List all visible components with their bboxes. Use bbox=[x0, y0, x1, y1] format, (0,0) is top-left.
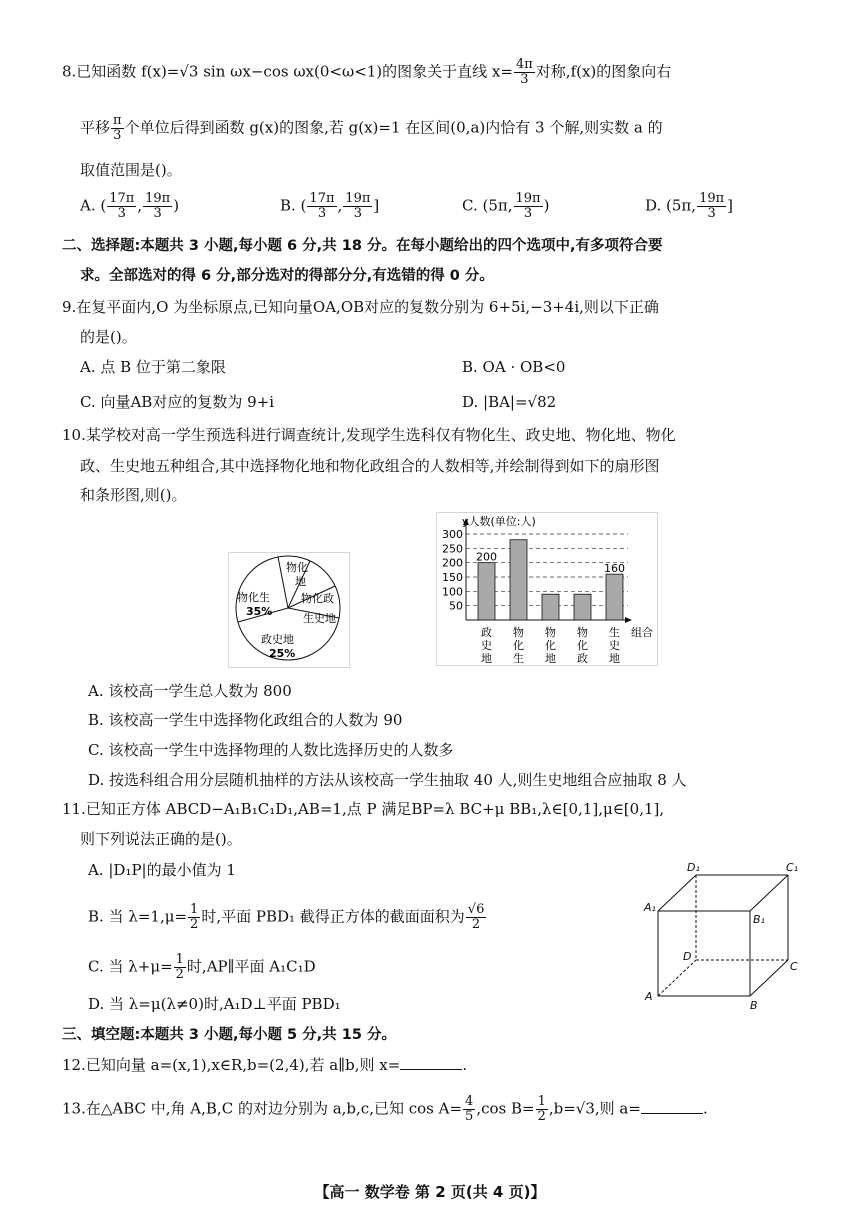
x-category-label: 物 bbox=[545, 626, 556, 639]
q9-option-b: B. OA · OB<0 bbox=[462, 358, 566, 376]
x-axis-label: 组合 bbox=[631, 626, 653, 639]
y-tick-label: 250 bbox=[442, 542, 463, 556]
q8-line3: 取值范围是()。 bbox=[80, 161, 182, 179]
bar bbox=[542, 594, 559, 620]
q10-option-a: A. 该校高一学生总人数为 800 bbox=[88, 682, 292, 700]
pie-label-wuhuadi-2: 地 bbox=[295, 575, 306, 588]
q8-line1-text-a: 8.已知函数 f(x)=√3 sin ωx−cos ωx(0<ω<1)的图象关于直线 x= bbox=[62, 62, 513, 81]
bar-data-label: 200 bbox=[476, 550, 497, 564]
pie-label-zhengshidi: 政史地 bbox=[261, 633, 294, 646]
section2-heading-line2: 求。全部选对的得 6 分,部分选对的得部分分,有选错的得 0 分。 bbox=[80, 268, 494, 284]
q11-option-b: B. 当 λ=1,μ= $\frac{1}{2}$ 时,平面 PBD₁ 截得正方体的截面面积为 $\frac{√6}{2}$ bbox=[88, 902, 485, 932]
svg-text:A₁: A₁ bbox=[644, 901, 656, 914]
q11-option-c: C. 当 λ+μ= $\frac{1}{2}$ 时,AP∥平面 A₁C₁D bbox=[88, 952, 316, 982]
pie-label-wuhuadi-1: 物化 bbox=[286, 561, 308, 574]
q13: 13.在△ABC 中,角 A,B,C 的对边分别为 a,b,c,已知 cos A= $\frac{4}{5}$ ,cos B= $\frac{1}{2}$ ,b=√3,则 a= . bbox=[62, 1094, 708, 1124]
svg-text:C₁: C₁ bbox=[786, 861, 799, 874]
q12: 12.已知向量 a=(x,1),x∈R,b=(2,4),若 a∥b,则 x= . bbox=[62, 1056, 468, 1074]
svg-text:C: C bbox=[790, 960, 798, 973]
x-category-label: 生 bbox=[513, 652, 524, 665]
q8-frac2 bbox=[111, 114, 124, 143]
y-tick-label: 200 bbox=[442, 556, 463, 570]
q8-option-a: A. ( $\frac{17\pi}{3}$ , $\frac{19\pi}{3}$ ) bbox=[80, 191, 180, 221]
page-footer: 【高一 数学卷 第 2 页(共 4 页)】 bbox=[314, 1183, 546, 1201]
q9-option-d: D. |BA|=√82 bbox=[462, 393, 557, 411]
y-tick-label: 50 bbox=[449, 599, 463, 613]
svg-text:D: D bbox=[683, 950, 692, 963]
q8-line2-text-b: 个单位后得到函数 g(x)的图象,若 g(x)=1 在区间(0,a)内恰有 3 个解,则实数 a 的 bbox=[124, 118, 663, 137]
x-category-label: 史 bbox=[481, 639, 492, 652]
q8-line1-text-b: 对称,f(x)的图象向右 bbox=[535, 62, 672, 81]
q11-option-a: A. |D₁P|的最小值为 1 bbox=[88, 861, 236, 879]
answer-blank[interactable] bbox=[641, 1099, 703, 1114]
q8-frac1-num: 4π bbox=[515, 57, 533, 72]
q8-line1 bbox=[62, 58, 802, 87]
svg-text:B: B bbox=[750, 999, 758, 1010]
x-category-label: 地 bbox=[609, 652, 620, 665]
q10-option-c: C. 该校高一学生中选择物理的人数比选择历史的人数多 bbox=[88, 741, 454, 759]
q9-option-c: C. 向量AB对应的复数为 9+i bbox=[80, 393, 275, 411]
q8-option-d: D. (5π, $\frac{19\pi}{3}$ ] bbox=[645, 191, 734, 221]
bar bbox=[606, 574, 623, 620]
bar bbox=[574, 594, 591, 620]
x-category-label: 地 bbox=[481, 652, 492, 665]
q8-frac2-num: π bbox=[113, 113, 122, 128]
x-category-label: 政 bbox=[577, 652, 588, 665]
q9-option-a: A. 点 B 位于第二象限 bbox=[80, 358, 226, 376]
q9-line1: 9.在复平面内,O 为坐标原点,已知向量OA,OB对应的复数分别为 6+5i,−3+4i,则以下正确 bbox=[62, 298, 659, 316]
q10-option-b: B. 该校高一学生中选择物化政组合的人数为 90 bbox=[88, 711, 403, 729]
svg-text:A: A bbox=[645, 990, 653, 1003]
x-category-label: 地 bbox=[545, 652, 556, 665]
y-tick-label: 300 bbox=[442, 528, 463, 541]
q10-option-d: D. 按选科组合用分层随机抽样的方法从该校高一学生抽取 40 人,则生史地组合应抽取 8 人 bbox=[88, 771, 687, 789]
q11-option-d: D. 当 λ=μ(λ≠0)时,A₁D⊥平面 PBD₁ bbox=[88, 995, 341, 1013]
q8-line2 bbox=[80, 114, 800, 143]
x-category-label: 物 bbox=[577, 626, 588, 639]
y-axis-label: y人数(单位:人) bbox=[462, 515, 536, 528]
section2-heading-line1: 二、选择题:本题共 3 小题,每小题 6 分,共 18 分。在每小题给出的四个选项中,有多项符合要 bbox=[62, 238, 663, 254]
pie-label-wuhuasheng-pct: 35% bbox=[246, 605, 273, 618]
bar-chart bbox=[436, 512, 658, 666]
q8-frac2-den: 3 bbox=[113, 128, 122, 143]
x-category-label: 化 bbox=[513, 639, 524, 652]
pie-label-zhengshidi-pct: 25% bbox=[269, 647, 296, 660]
bar bbox=[510, 540, 527, 620]
x-axis-arrow bbox=[625, 617, 632, 623]
x-category-label: 史 bbox=[609, 639, 620, 652]
q10-line1: 10.某学校对高一学生预选科进行调查统计,发现学生选科仅有物化生、政史地、物化地、物化 bbox=[62, 426, 676, 444]
bar bbox=[478, 563, 495, 620]
pie-label-wuhuazheng: 物化政 bbox=[301, 592, 334, 605]
y-tick-label: 100 bbox=[442, 585, 463, 599]
q11-line1: 11.已知正方体 ABCD−A₁B₁C₁D₁,AB=1,点 P 满足BP=λ BC+μ BB₁,λ∈[0,1],μ∈[0,1], bbox=[62, 800, 665, 818]
x-category-label: 生 bbox=[609, 626, 620, 639]
pie-label-shengshidi: 生史地 bbox=[303, 612, 336, 625]
q8-option-c: C. (5π, $\frac{19\pi}{3}$ ) bbox=[462, 191, 550, 221]
q10-line3: 和条形图,则()。 bbox=[80, 486, 187, 504]
q11-line2: 则下列说法正确的是()。 bbox=[80, 830, 242, 848]
cube-diagram bbox=[640, 855, 805, 1010]
x-category-label: 政 bbox=[481, 626, 492, 639]
y-tick-label: 150 bbox=[442, 571, 463, 584]
x-category-label: 化 bbox=[577, 639, 588, 652]
svg-text:B₁: B₁ bbox=[753, 913, 765, 926]
svg-text:D₁: D₁ bbox=[687, 861, 700, 874]
pie-label-wuhuasheng: 物化生 bbox=[237, 591, 270, 604]
section3-heading: 三、填空题:本题共 3 小题,每小题 5 分,共 15 分。 bbox=[62, 1027, 396, 1043]
pie-chart bbox=[228, 552, 350, 668]
q10-line2: 政、生史地五种组合,其中选择物化地和物化政组合的人数相等,并绘制得到如下的扇形图 bbox=[80, 457, 660, 475]
q8-line2-text-a: 平移 bbox=[80, 118, 111, 137]
q8-frac1-den: 3 bbox=[520, 72, 529, 87]
q8-frac1 bbox=[514, 58, 535, 87]
answer-blank[interactable] bbox=[400, 1055, 462, 1070]
bar-data-label: 160 bbox=[604, 562, 625, 576]
q8-option-b: B. ( $\frac{17\pi}{3}$ , $\frac{19\pi}{3}$ ] bbox=[280, 191, 380, 221]
x-category-label: 物 bbox=[513, 626, 524, 639]
q9-line2: 的是()。 bbox=[80, 328, 137, 346]
x-category-label: 化 bbox=[545, 639, 556, 652]
